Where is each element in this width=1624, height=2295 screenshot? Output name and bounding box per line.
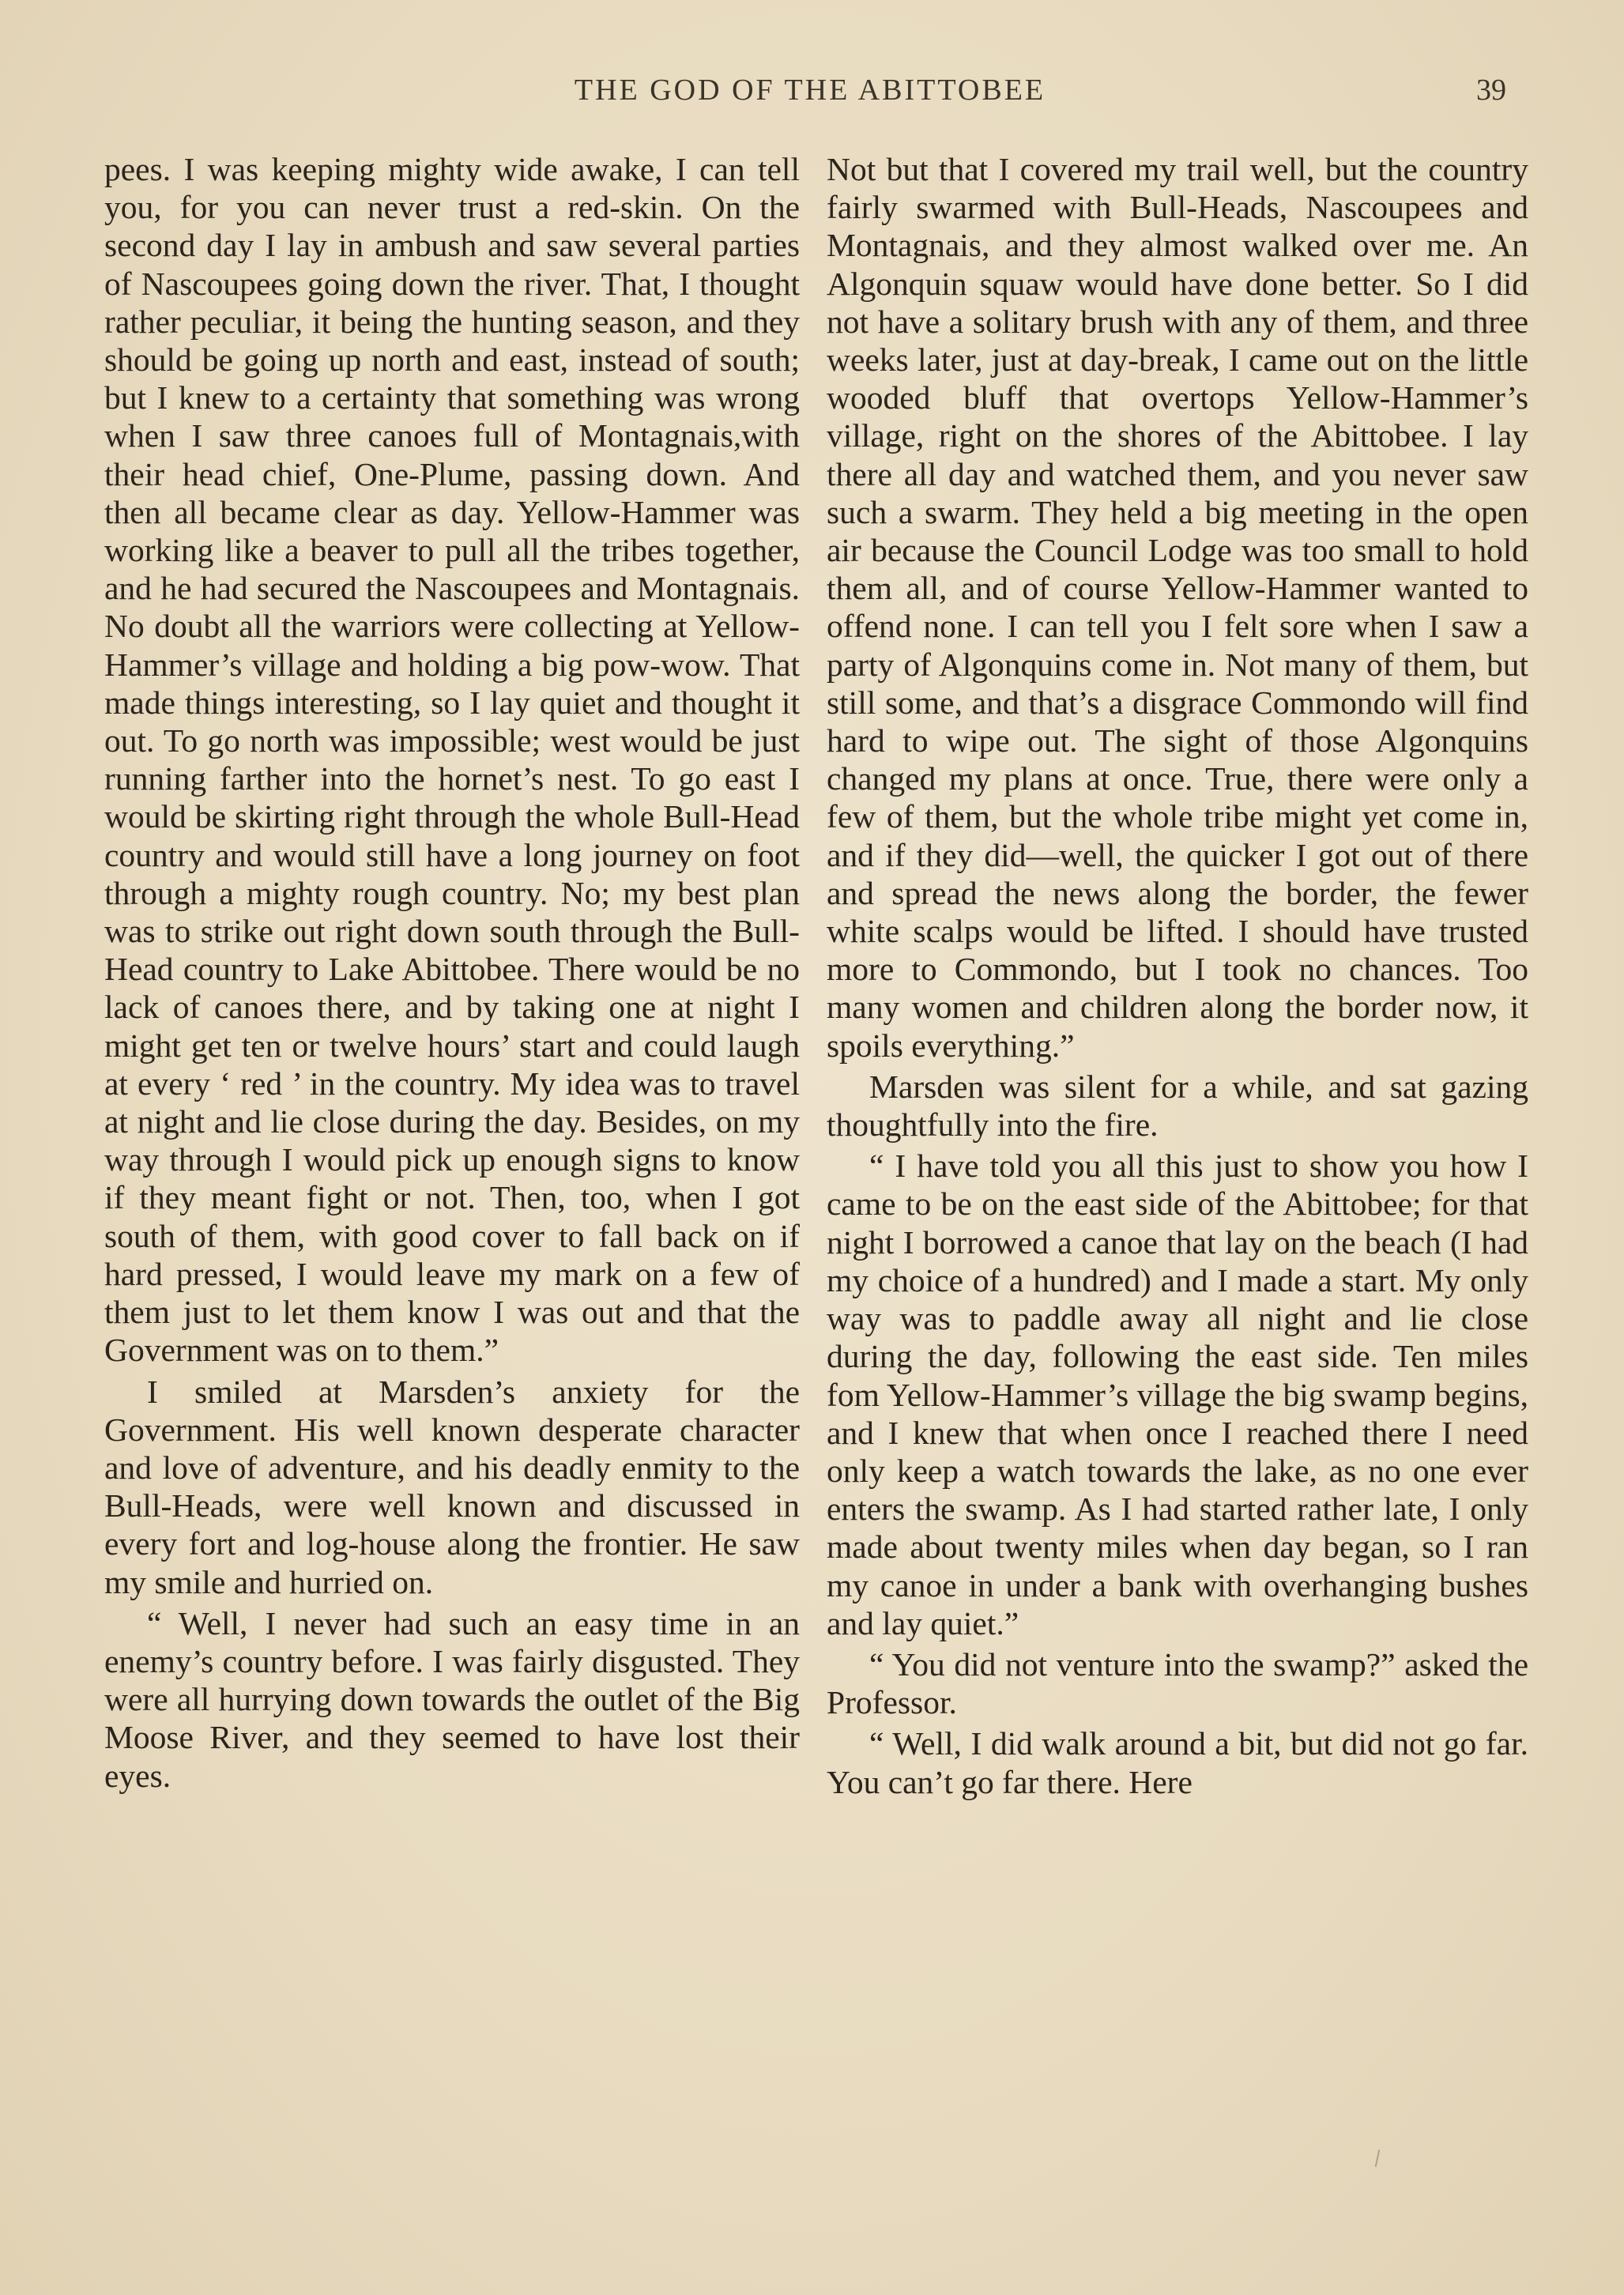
left-column [104, 150, 800, 2142]
paragraph: “ I have told you all this just to show you how I came to be on the east side of the Abittobee; for that night I borrowed a canoe that lay on the beach (I had my choice of a hundred) and I made a start. My only way was to paddle away all night and lie close during the day, following the east side. Ten miles fom Yellow-Hammer’s village the big swamp begins, and I knew that when once I reached there I need only keep a watch towards the lake, as no one ever enters the swamp. As I had started rather late, I only made about twenty miles when day began, so I ran my canoe in under a bank with overhanging bushes and lay quiet.” [827, 1148, 1528, 1641]
paragraph: Not but that I covered my trail well, but the country fairly swarmed with Bull-Heads, Nascoupees and Montagnais, and they almost walked over me. An Algonquin squaw would have done better. So I did not have a solitary brush with any of them, and three weeks later, just at day-break, I came out on the little wooded bluff that overtops Yellow-Hammer’s village, right on the shores of the Abittobee. I lay there all day and watched them, and you never saw such a swarm. They held a big meeting in the open air because the Council Lodge was too small to hold them all, and of course Yellow-Hammer wanted to offend none. I can tell you I felt sore when I saw a party of Algonquins come in. Not many of them, but still some, and that’s a disgrace Commondo will find hard to wipe out. The sight of those Algonquins changed my plans at once. True, there were only a few of them, but the whole tribe might yet come in, and if they did—well, the quicker I got out of there and spread the news along the border, the fewer white scalps would be lifted. I should have trusted more to Commondo, but I took no chances. Too many women and children along the border now, it spoils everything.” [827, 151, 1528, 1064]
paragraph: I smiled at Marsden’s anxiety for the Government. His well known desperate character and love of adventure, and his deadly enmity to the Bull-Heads, were well known and discussed in every fort and log-house along the frontier. He saw my smile and hurried on. [104, 1373, 800, 1600]
running-title: THE GOD OF THE ABITTOBEE [574, 73, 1046, 107]
paragraph: “ Well, I did walk around a bit, but did not go far. You can’t go far there. Here [827, 1725, 1528, 1800]
paragraph: “ Well, I never had such an easy time in an enemy’s country before. I was fairly disgusted. They were all hurrying down towards the outlet of the Big Moose River, and they seemed to have lost their eyes. [104, 1604, 800, 1794]
page-header [103, 73, 1517, 120]
paper-speck-mark [1375, 2150, 1381, 2167]
paragraph: “ You did not venture into the swamp?” asked the Professor. [827, 1645, 1528, 1721]
paragraph: Marsden was silent for a while, and sat gazing thoughtfully into the fire. [827, 1068, 1528, 1144]
page-number: 39 [1476, 73, 1506, 107]
paragraph: pees. I was keeping mighty wide awake, I can tell you, for you can never trust a red-skin. On the second day I lay in ambush and saw several parties of Nascoupees going down the river. That, I thought rather peculiar, it being the hunting season, and they should be going up north and east, instead of south; but I knew to a certainty that something was wrong when I saw three canoes full of Montagnais,with their head chief, One-Plume, passing down. And then all became clear as day. Yellow-Hammer was working like a beaver to pull all the tribes together, and he had secured the Nascoupees and Montagnais. No doubt all the warriors were collecting at Yellow-Hammer’s village and holding a big pow-wow. That made things interesting, so I lay quiet and thought it out. To go north was impossible; west would be just running farther into the hornet’s nest. To go east I would be skirting right through the whole Bull-Head country and would still have a long journey on foot through a mighty rough country. No; my best plan was to strike out right down south through the Bull-Head country to Lake Abittobee. There would be no lack of canoes there, and by taking one at night I might get ten or twelve hours’ start and could laugh at every ‘ red ’ in the country. My idea was to travel at night and lie close during the day. Besides, on my way through I would pick up enough signs to know if they meant fight or not. Then, too, when I got south of them, with good cover to fall back on if hard pressed, I would leave my mark on a few of them just to let them know I was out and that the Government was on to them.” [104, 151, 800, 1369]
right-column [827, 150, 1528, 2142]
